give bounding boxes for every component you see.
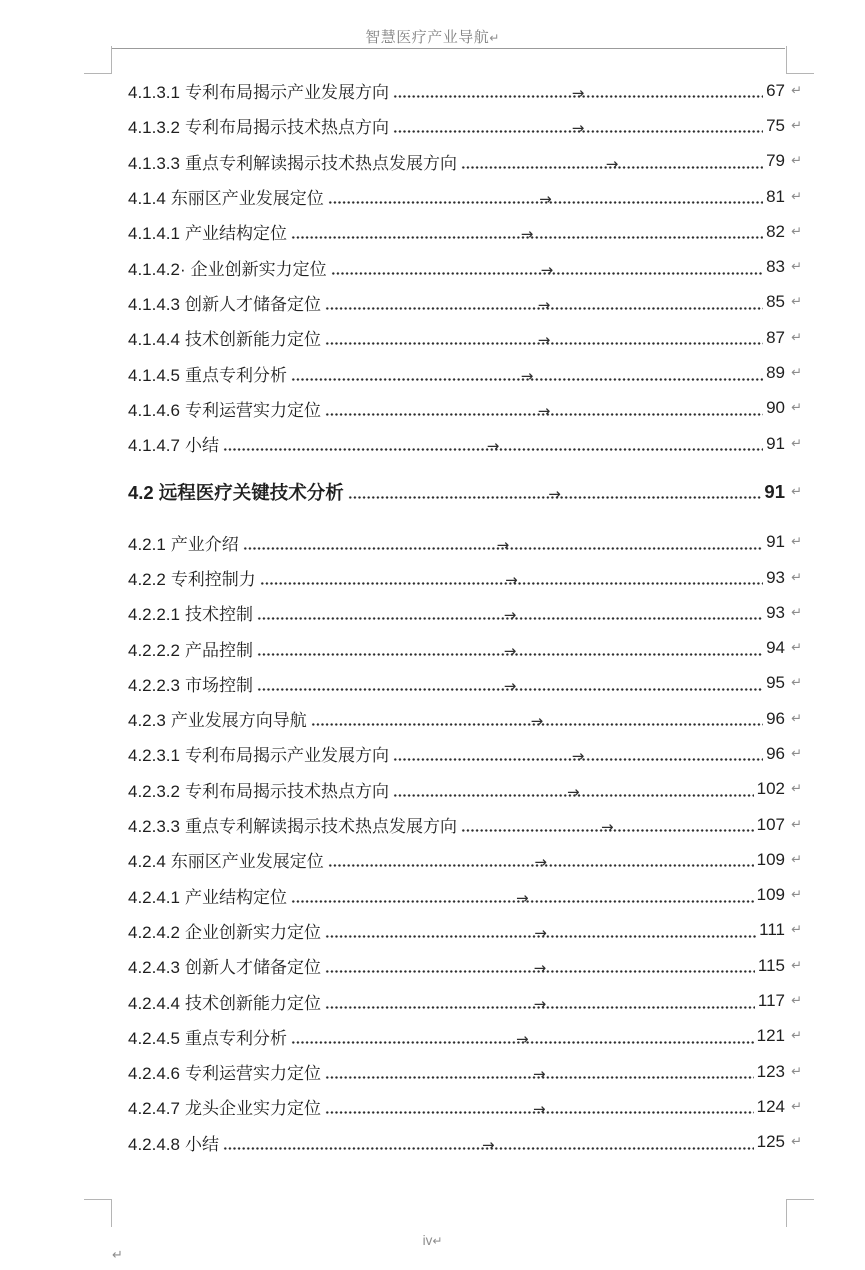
toc-entry-label bbox=[128, 290, 321, 315]
dot-leader bbox=[311, 710, 763, 731]
entry-title: 小结 bbox=[185, 436, 219, 456]
entry-number: 4.2.4.3 bbox=[128, 958, 180, 978]
entry-number: 4.1.4.5 bbox=[128, 365, 180, 385]
toc-entry[interactable] bbox=[128, 108, 802, 143]
paragraph-mark-icon: ↵ bbox=[791, 534, 802, 550]
entry-title: 专利运营实力定位 bbox=[185, 1064, 321, 1084]
entry-number: 4.2.4.7 bbox=[128, 1099, 180, 1119]
paragraph-mark-icon: ↵ bbox=[432, 1234, 443, 1248]
toc-entry[interactable] bbox=[128, 913, 802, 948]
entry-title: 创新人才储备定位 bbox=[185, 958, 321, 978]
entry-number: 4.2.4.8 bbox=[128, 1134, 180, 1154]
tab-arrow-icon: → bbox=[486, 437, 500, 456]
tab-arrow-icon: → bbox=[520, 366, 534, 385]
paragraph-mark-icon: ↵ bbox=[791, 1028, 802, 1044]
paragraph-mark-icon: ↵ bbox=[791, 958, 802, 974]
paragraph-mark-icon: ↵ bbox=[791, 400, 802, 416]
dot-leader bbox=[325, 957, 755, 978]
toc-entry-label bbox=[128, 812, 457, 837]
dot-leader bbox=[291, 365, 763, 385]
toc-entry[interactable] bbox=[128, 474, 802, 509]
tab-arrow-icon: → bbox=[567, 782, 580, 801]
entry-number: 4.2.1 bbox=[128, 534, 166, 554]
dot-leader bbox=[393, 82, 763, 103]
toc-page-number: 79 bbox=[766, 151, 785, 171]
paragraph-mark-icon: ↵ bbox=[791, 118, 802, 134]
tab-arrow-icon: → bbox=[540, 260, 554, 279]
toc-entry[interactable] bbox=[128, 878, 802, 913]
tab-arrow-icon: → bbox=[571, 747, 585, 766]
tab-arrow-icon: → bbox=[534, 853, 548, 872]
page-header bbox=[0, 26, 865, 47]
toc-entry[interactable] bbox=[128, 1019, 802, 1054]
toc-page-number: 109 bbox=[756, 849, 785, 869]
paragraph-mark-icon: ↵ bbox=[791, 675, 802, 691]
tab-arrow-icon: → bbox=[503, 606, 517, 625]
toc-page-number: 102 bbox=[756, 779, 785, 799]
toc-entry[interactable] bbox=[128, 807, 802, 842]
entry-title: 重点专利分析 bbox=[185, 1028, 287, 1048]
tab-arrow-icon: → bbox=[533, 1100, 546, 1119]
tab-arrow-icon: → bbox=[571, 119, 585, 138]
toc-entry-label bbox=[128, 78, 389, 103]
paragraph-mark-icon: ↵ bbox=[791, 224, 802, 240]
entry-title: 产业结构定位 bbox=[185, 224, 287, 244]
toc-page-number: 93 bbox=[766, 567, 785, 587]
toc-page-number: 85 bbox=[766, 292, 785, 312]
entry-number: 4.1.4.1 bbox=[128, 224, 180, 244]
dot-leader bbox=[325, 400, 763, 420]
paragraph-mark-icon: ↵ bbox=[791, 189, 802, 205]
paragraph-mark-icon: ↵ bbox=[791, 259, 802, 275]
entry-title: 产品控制 bbox=[185, 640, 253, 660]
dot-leader bbox=[393, 781, 754, 801]
toc-entry-label bbox=[128, 361, 287, 386]
dot-leader bbox=[223, 1134, 754, 1154]
tab-arrow-icon: → bbox=[520, 225, 534, 244]
toc-page-number: 81 bbox=[766, 186, 785, 206]
entry-title: 产业介绍 bbox=[170, 534, 239, 554]
paragraph-mark-icon: ↵ bbox=[791, 781, 802, 797]
tab-arrow-icon: → bbox=[482, 1135, 495, 1154]
toc-entry-label bbox=[128, 149, 457, 174]
crop-mark-bottom-right bbox=[786, 1199, 814, 1227]
toc-entry-label bbox=[128, 530, 239, 555]
toc-entry-label bbox=[128, 883, 287, 908]
toc-entry[interactable] bbox=[128, 355, 802, 390]
tab-arrow-icon: → bbox=[516, 1029, 529, 1048]
toc-entry[interactable] bbox=[128, 983, 802, 1018]
toc-page-number: 91 bbox=[766, 532, 785, 552]
toc-entry[interactable] bbox=[128, 144, 802, 179]
tab-arrow-icon: → bbox=[530, 712, 544, 731]
entry-title: 专利布局揭示技术热点方向 bbox=[185, 781, 389, 801]
toc-page-number: 75 bbox=[766, 115, 785, 135]
paragraph-mark-icon: ↵ bbox=[489, 31, 500, 45]
toc-entry[interactable] bbox=[128, 701, 802, 736]
dot-leader bbox=[291, 1028, 754, 1048]
paragraph-mark-icon: ↵ bbox=[791, 852, 802, 868]
toc-entry-label bbox=[128, 989, 321, 1014]
paragraph-mark-icon: ↵ bbox=[791, 711, 802, 727]
paragraph-mark-icon: ↵ bbox=[791, 605, 802, 621]
dot-leader bbox=[291, 887, 754, 907]
paragraph-mark-icon: ↵ bbox=[791, 993, 802, 1009]
page-footer bbox=[0, 1233, 865, 1248]
entry-number: 4.2.3.1 bbox=[128, 746, 180, 766]
entry-title: 企业创新实力定位 bbox=[190, 259, 327, 279]
toc-entry[interactable] bbox=[128, 595, 802, 630]
crop-mark-top-left bbox=[84, 46, 112, 74]
toc-entry-label bbox=[128, 184, 324, 209]
toc-entry[interactable] bbox=[128, 948, 802, 983]
toc-page-number: 123 bbox=[756, 1061, 785, 1081]
toc-page-number: 83 bbox=[766, 257, 785, 277]
entry-number: 4.2.2.1 bbox=[128, 605, 180, 625]
dot-leader bbox=[393, 745, 763, 766]
toc-entry[interactable] bbox=[128, 525, 802, 560]
dot-leader bbox=[325, 294, 763, 314]
toc-entry[interactable] bbox=[128, 73, 802, 108]
toc-entry[interactable] bbox=[128, 426, 802, 461]
dot-leader bbox=[461, 153, 763, 173]
toc-entry[interactable] bbox=[128, 179, 802, 214]
dot-leader bbox=[325, 922, 756, 942]
dot-leader bbox=[328, 188, 763, 209]
paragraph-mark-icon: ↵ bbox=[791, 1064, 802, 1080]
entry-title: 专利布局揭示技术热点方向 bbox=[185, 118, 389, 138]
toc-page-number: 117 bbox=[757, 991, 785, 1011]
entry-number: 4.1.3.3 bbox=[128, 153, 180, 173]
toc-page-number: 90 bbox=[766, 398, 785, 418]
entry-number: 4.2.4 bbox=[128, 852, 166, 872]
entry-title: 重点专利解读揭示技术热点发展方向 bbox=[185, 153, 457, 173]
tab-arrow-icon: → bbox=[533, 994, 547, 1013]
entry-title: 创新人才储备定位 bbox=[185, 294, 321, 314]
tab-arrow-icon: → bbox=[533, 959, 547, 978]
entry-title: 东丽区产业发展定位 bbox=[170, 189, 324, 209]
table-of-contents bbox=[128, 73, 802, 1160]
toc-entry-label bbox=[128, 431, 219, 456]
toc-page-number: 87 bbox=[766, 327, 785, 347]
entry-title: 专利控制力 bbox=[170, 570, 256, 589]
toc-page-number: 109 bbox=[756, 885, 785, 905]
tab-arrow-icon: → bbox=[539, 190, 552, 209]
entry-number: 4.2.2 bbox=[128, 570, 166, 589]
toc-page-number: 67 bbox=[766, 80, 785, 100]
entry-title: 专利运营实力定位 bbox=[185, 400, 321, 420]
paragraph-mark-icon: ↵ bbox=[791, 436, 802, 452]
toc-entry-label bbox=[128, 479, 344, 505]
toc-entry-label bbox=[128, 918, 321, 943]
header-title: 智慧医疗产业导航 bbox=[365, 29, 490, 46]
entry-number: 4.1.4.7 bbox=[128, 436, 180, 456]
toc-entry-label bbox=[128, 847, 324, 872]
tab-arrow-icon: → bbox=[537, 295, 551, 314]
dot-leader bbox=[393, 117, 763, 138]
toc-entry[interactable] bbox=[128, 249, 802, 284]
entry-title: 东丽区产业发展定位 bbox=[170, 852, 324, 872]
dot-leader bbox=[223, 435, 763, 456]
crop-mark-top-right bbox=[786, 46, 814, 74]
entry-number: 4.2.4.1 bbox=[128, 887, 180, 907]
paragraph-mark-icon: ↵ bbox=[791, 1134, 802, 1150]
entry-title: 企业创新实力定位 bbox=[185, 922, 321, 942]
entry-number: 4.2.4.4 bbox=[128, 993, 180, 1013]
toc-entry-label bbox=[128, 600, 253, 625]
toc-entry[interactable] bbox=[128, 1125, 802, 1160]
entry-number: 4.1.3.2 bbox=[128, 118, 180, 138]
dot-leader bbox=[328, 851, 754, 872]
paragraph-mark-icon: ↵ bbox=[791, 484, 802, 500]
entry-title: 重点专利解读揭示技术热点发展方向 bbox=[185, 817, 457, 837]
entry-number: 4.1.4 bbox=[128, 189, 166, 209]
entry-title: 专利布局揭示产业发展方向 bbox=[185, 83, 389, 103]
toc-page-number: 95 bbox=[766, 673, 785, 693]
toc-entry-label bbox=[128, 396, 321, 421]
dot-leader bbox=[257, 640, 763, 660]
paragraph-mark-icon: ↵ bbox=[791, 83, 802, 99]
toc-entry-label bbox=[128, 741, 389, 766]
entry-number: 4.1.4.4 bbox=[128, 330, 180, 350]
tab-arrow-icon: → bbox=[516, 888, 529, 907]
toc-entry-label bbox=[128, 1094, 321, 1119]
paragraph-mark-icon: ↵ bbox=[791, 365, 802, 381]
toc-entry-label bbox=[128, 1130, 219, 1155]
toc-entry[interactable] bbox=[128, 391, 802, 426]
toc-entry-label bbox=[128, 1024, 287, 1049]
toc-page-number: 115 bbox=[757, 955, 785, 975]
toc-entry[interactable] bbox=[128, 214, 802, 249]
crop-mark-bottom-left bbox=[84, 1199, 112, 1227]
entry-title: 小结 bbox=[185, 1134, 219, 1154]
tab-arrow-icon: → bbox=[496, 535, 510, 554]
dot-leader bbox=[461, 816, 754, 837]
entry-number: 4.1.4.2· bbox=[128, 259, 186, 279]
entry-title: 产业发展方向导航 bbox=[170, 711, 307, 731]
entry-number: 4.1.4.6 bbox=[128, 400, 180, 420]
toc-entry-label bbox=[128, 219, 287, 244]
tab-arrow-icon: → bbox=[601, 818, 614, 837]
tab-arrow-icon: → bbox=[548, 485, 561, 504]
toc-page-number: 82 bbox=[766, 221, 785, 241]
toc-entry[interactable] bbox=[128, 1089, 802, 1124]
dot-leader bbox=[260, 569, 763, 589]
paragraph-mark-icon: ↵ bbox=[791, 640, 802, 656]
toc-entry[interactable] bbox=[128, 666, 802, 701]
entry-title: 技术创新能力定位 bbox=[185, 993, 321, 1013]
entry-title: 远程医疗关键技术分析 bbox=[158, 481, 344, 503]
entry-title: 龙头企业实力定位 bbox=[185, 1099, 321, 1119]
paragraph-mark-icon: ↵ bbox=[791, 746, 802, 762]
dot-leader bbox=[325, 993, 755, 1013]
dot-leader bbox=[291, 223, 763, 244]
entry-title: 专利布局揭示产业发展方向 bbox=[185, 746, 389, 766]
entry-number: 4.2.3.3 bbox=[128, 817, 180, 837]
toc-page-number: 89 bbox=[766, 363, 785, 383]
entry-number: 4.2.2.2 bbox=[128, 640, 180, 660]
dot-leader bbox=[257, 604, 763, 625]
tab-arrow-icon: → bbox=[605, 154, 619, 173]
paragraph-mark-icon: ↵ bbox=[791, 294, 802, 310]
toc-page-number: 107 bbox=[756, 814, 785, 834]
entry-title: 市场控制 bbox=[185, 675, 253, 695]
toc-page-number: 94 bbox=[766, 638, 785, 658]
toc-entry-label bbox=[128, 255, 327, 280]
toc-entry-label bbox=[128, 706, 307, 731]
toc-page-number: 121 bbox=[756, 1026, 785, 1046]
toc-page-number: 96 bbox=[766, 708, 785, 728]
toc-entry[interactable] bbox=[128, 842, 802, 877]
toc-page-number: 125 bbox=[756, 1132, 785, 1152]
entry-number: 4.2.4.6 bbox=[128, 1064, 180, 1084]
tab-arrow-icon: → bbox=[537, 331, 551, 350]
toc-entry[interactable] bbox=[128, 772, 802, 807]
entry-title: 重点专利分析 bbox=[185, 365, 287, 385]
entry-number: 4.1.3.1 bbox=[128, 83, 180, 103]
dot-leader bbox=[331, 259, 763, 279]
toc-entry[interactable] bbox=[128, 320, 802, 355]
toc-entry[interactable] bbox=[128, 560, 802, 595]
entry-number: 4.2.4.2 bbox=[128, 922, 180, 942]
toc-page-number: 93 bbox=[766, 602, 785, 622]
tab-arrow-icon: → bbox=[505, 571, 518, 589]
paragraph-mark-icon: ↵ bbox=[791, 817, 802, 833]
entry-number: 4.2.3.2 bbox=[128, 781, 180, 801]
paragraph-mark-icon: ↵ bbox=[791, 887, 802, 903]
tab-arrow-icon: → bbox=[537, 401, 551, 420]
paragraph-mark-icon: ↵ bbox=[791, 1099, 802, 1115]
toc-entry[interactable] bbox=[128, 736, 802, 771]
paragraph-mark-icon: ↵ bbox=[791, 570, 802, 585]
dot-leader bbox=[325, 329, 763, 350]
tab-arrow-icon: → bbox=[571, 84, 585, 103]
toc-page-number: 96 bbox=[766, 743, 785, 763]
entry-title: 技术控制 bbox=[185, 605, 253, 625]
tab-arrow-icon: → bbox=[534, 923, 547, 942]
toc-entry[interactable] bbox=[128, 630, 802, 665]
toc-entry-label bbox=[128, 1059, 321, 1084]
toc-entry-label bbox=[128, 636, 253, 661]
toc-page-number: 111 bbox=[759, 920, 785, 940]
header-rule bbox=[112, 48, 785, 49]
dot-leader bbox=[325, 1063, 754, 1084]
toc-page-number: 91 bbox=[766, 433, 785, 453]
dot-leader bbox=[243, 534, 763, 554]
stray-paragraph-mark-icon: ↵ bbox=[112, 1248, 123, 1263]
dot-leader bbox=[348, 483, 762, 504]
tab-arrow-icon: → bbox=[533, 1065, 546, 1084]
toc-page-number: 124 bbox=[756, 1096, 785, 1116]
paragraph-mark-icon: ↵ bbox=[791, 922, 802, 938]
tab-arrow-icon: → bbox=[503, 641, 517, 660]
toc-entry-label bbox=[128, 325, 321, 350]
toc-entry-label bbox=[128, 777, 389, 802]
toc-entry-label bbox=[128, 113, 389, 138]
footer-page-number: iv bbox=[422, 1233, 433, 1248]
paragraph-mark-icon: ↵ bbox=[791, 153, 802, 169]
entry-number: 4.2.4.5 bbox=[128, 1028, 180, 1048]
entry-number: 4.1.4.3 bbox=[128, 294, 180, 314]
dot-leader bbox=[257, 675, 763, 695]
toc-entry-label bbox=[128, 671, 253, 696]
toc-entry-label bbox=[128, 565, 256, 590]
entry-title: 技术创新能力定位 bbox=[185, 330, 321, 350]
entry-title: 产业结构定位 bbox=[185, 887, 287, 907]
dot-leader bbox=[325, 1098, 754, 1119]
entry-number: 4.2.3 bbox=[128, 711, 166, 731]
tab-arrow-icon: → bbox=[503, 676, 517, 695]
toc-page-number: 91 bbox=[764, 480, 785, 502]
entry-number: 4.2 bbox=[128, 481, 154, 503]
toc-entry-label bbox=[128, 953, 321, 978]
entry-number: 4.2.2.3 bbox=[128, 675, 180, 695]
toc-entry[interactable] bbox=[128, 285, 802, 320]
toc-entry[interactable] bbox=[128, 1054, 802, 1089]
paragraph-mark-icon: ↵ bbox=[791, 330, 802, 346]
